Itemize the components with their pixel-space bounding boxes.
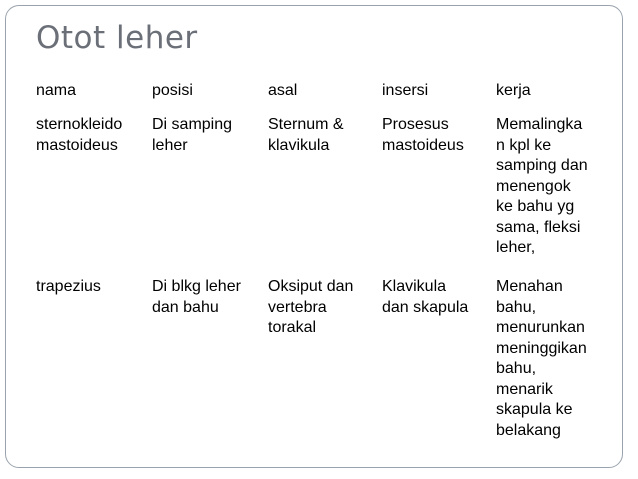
cell-text: trapezius [36,278,101,295]
cell-text: Oksiput dan vertebra torakal [268,278,354,336]
cell-text: Di blkg leher dan bahu [152,278,241,316]
cell-insersi [382,277,496,447]
table-row [36,277,606,447]
header-asal: asal [268,82,298,99]
muscle-table [36,81,606,447]
table-header-row [36,81,606,115]
cell-text: Klavikula dan skapula [382,278,469,316]
cell-insersi [382,115,496,277]
cell-posisi [152,115,268,277]
cell-nama [36,277,152,447]
cell-kerja [496,277,606,447]
header-kerja: kerja [496,82,531,99]
cell-text: Di samping leher [152,116,233,154]
slide-title: Otot leher [36,20,198,56]
cell-asal [268,277,382,447]
table-row [36,115,606,277]
cell-asal [268,115,382,277]
cell-text: Memalingka n kpl ke samping dan menengok ke bahu yg sama, fleksi leher, [496,116,588,256]
cell-text: Sternum & klavikula [268,116,344,154]
cell-kerja [496,115,606,277]
cell-text: sternokleido mastoideus [36,116,123,154]
cell-text: Prosesus mastoideus [382,116,464,154]
header-posisi: posisi [152,82,193,99]
cell-text: Menahan bahu, menurunkan meninggikan bahu, menarik skapula ke belakang [496,278,587,439]
cell-nama [36,115,152,277]
cell-posisi [152,277,268,447]
header-nama: nama [36,82,77,99]
header-insersi: insersi [382,82,429,99]
